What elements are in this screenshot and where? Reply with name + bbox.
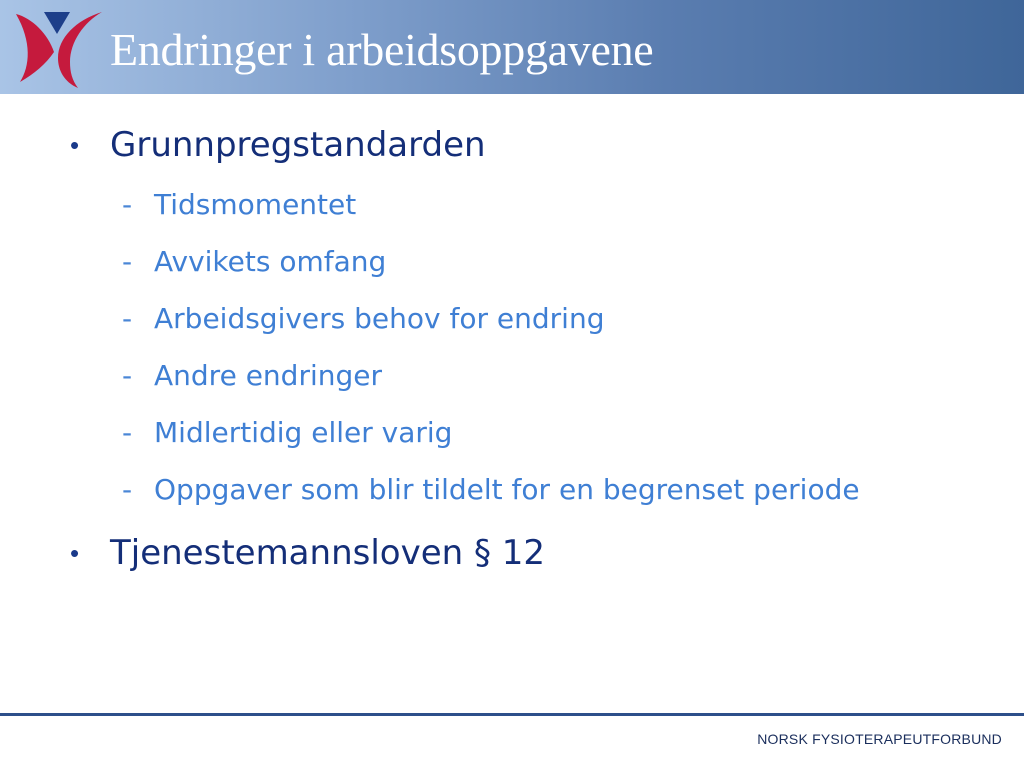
sub-item [122, 472, 860, 508]
sub-item [122, 415, 452, 451]
footer-divider [0, 713, 1024, 716]
sub-item-label: Midlertidig eller varig [154, 416, 453, 449]
bullet-label: Tjenestemannsloven § 12 [110, 533, 546, 573]
organization-logo [14, 8, 106, 90]
sub-dash: - [122, 416, 133, 449]
sub-item [122, 301, 604, 337]
bullet-dot: • [70, 130, 80, 160]
sub-item-label: Arbeidsgivers behov for endring [154, 302, 605, 335]
sub-dash: - [122, 302, 133, 335]
title-bar [0, 0, 1024, 94]
sub-item-label: Tidsmomentet [154, 188, 357, 221]
sub-item-label: Andre endringer [154, 359, 382, 392]
sub-dash: - [122, 473, 133, 506]
footer-organization: NORSK FYSIOTERAPEUTFORBUND [757, 731, 1002, 747]
sub-item-label: Oppgaver som blir tildelt for en begrenset periode [154, 473, 860, 506]
sub-dash: - [122, 245, 133, 278]
sub-dash: - [122, 359, 133, 392]
sub-item [122, 244, 386, 280]
bullet-label: Grunnpregstandarden [110, 125, 486, 165]
slide-title: Endringer i arbeidsoppgavene [110, 24, 654, 75]
bullet-item [70, 123, 486, 167]
sub-item [122, 358, 382, 394]
sub-item [122, 187, 356, 223]
bullet-dot: • [70, 538, 80, 568]
bullet-item [70, 531, 545, 575]
sub-item-label: Avvikets omfang [154, 245, 387, 278]
sub-dash: - [122, 188, 133, 221]
